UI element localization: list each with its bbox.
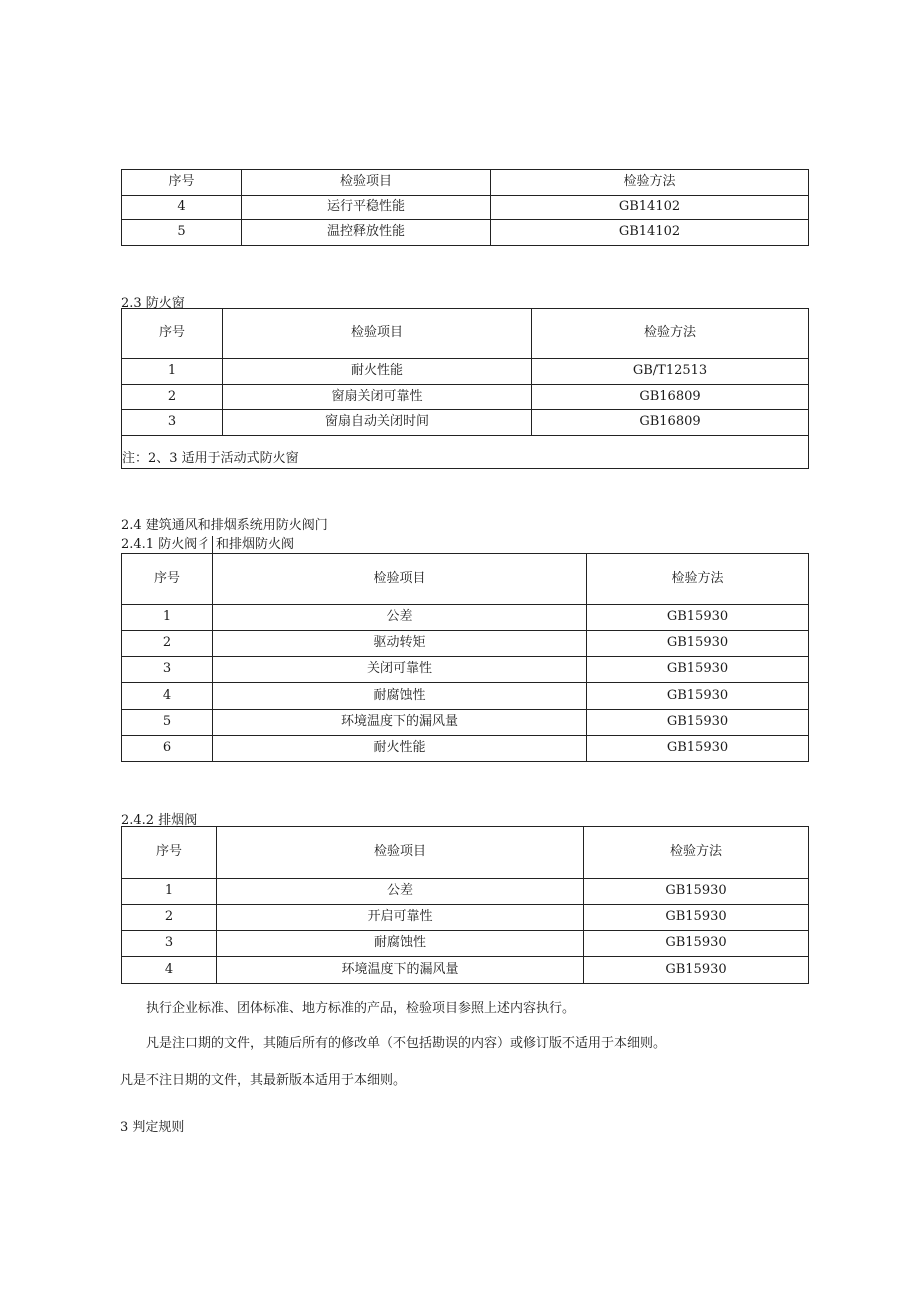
paragraph-dated-references: 凡是注口期的文件，其随后所有的修改单（不包括勘误的内容）或修订版不适用于本细则。 [146, 1036, 667, 1051]
table-row [122, 879, 809, 905]
header-index: 序号 [122, 170, 242, 196]
row-index: 4 [122, 683, 213, 710]
row-method: GB16809 [532, 410, 809, 436]
sub-heading-divider [212, 536, 213, 553]
row-item: 公差 [213, 605, 587, 631]
table-header-row [122, 309, 809, 359]
table-row [122, 410, 809, 436]
row-item: 耐火性能 [223, 359, 532, 385]
header-item: 检验项目 [217, 827, 584, 879]
row-index: 2 [122, 631, 213, 657]
header-method: 检验方法 [491, 170, 809, 196]
sub-heading-2-4-1-left: 2.4.1 防火阀彳 [121, 537, 211, 552]
table-header-row [122, 170, 809, 196]
row-item: 窗扇自动关闭时间 [223, 410, 532, 436]
row-method: GB15930 [587, 736, 809, 762]
row-item: 运行平稳性能 [242, 196, 491, 220]
row-method: GB15930 [584, 879, 809, 905]
table-smoke-valve [121, 826, 809, 984]
row-method: GB15930 [587, 657, 809, 683]
table-row [122, 905, 809, 931]
row-method: GB15930 [587, 631, 809, 657]
header-index: 序号 [122, 309, 223, 359]
header-method: 检验方法 [587, 554, 809, 605]
row-method: GB15930 [584, 905, 809, 931]
table-row [122, 359, 809, 385]
table-row [122, 196, 809, 220]
header-method: 检验方法 [584, 827, 809, 879]
row-index: 3 [122, 410, 223, 436]
row-item: 开启可靠性 [217, 905, 584, 931]
row-index: 1 [122, 359, 223, 385]
table-note: 注：2、3 适用于活动式防火窗 [122, 436, 809, 469]
header-item: 检验项目 [213, 554, 587, 605]
row-item: 耐火性能 [213, 736, 587, 762]
sub-heading-2-4-1-right: 和排烟防火阀 [216, 537, 295, 552]
row-item: 窗扇关闭可靠性 [223, 385, 532, 410]
table-row [122, 385, 809, 410]
row-index: 3 [122, 657, 213, 683]
table-row [122, 957, 809, 984]
row-item: 环境温度下的漏风量 [213, 710, 587, 736]
row-index: 1 [122, 605, 213, 631]
row-index: 4 [122, 957, 217, 984]
row-item: 关闭可靠性 [213, 657, 587, 683]
paragraph-undated-references: 凡是不注日期的文件，其最新版本适用于本细则。 [120, 1073, 407, 1088]
row-item: 耐腐蚀性 [213, 683, 587, 710]
row-item: 温控释放性能 [242, 220, 491, 246]
row-method: GB15930 [587, 605, 809, 631]
row-method: GB15930 [587, 683, 809, 710]
row-method: GB14102 [491, 220, 809, 246]
table-note-row [122, 436, 809, 469]
table-row [122, 710, 809, 736]
row-item: 耐腐蚀性 [217, 931, 584, 957]
row-index: 5 [122, 220, 242, 246]
row-item: 驱动转矩 [213, 631, 587, 657]
table-fire-damper [121, 553, 809, 762]
row-method: GB15930 [584, 931, 809, 957]
row-index: 4 [122, 196, 242, 220]
header-method: 检验方法 [532, 309, 809, 359]
header-index: 序号 [122, 827, 217, 879]
section-heading-2-3: 2.3 防火窗 [121, 296, 185, 311]
table-row [122, 220, 809, 246]
table-row [122, 736, 809, 762]
table-row [122, 657, 809, 683]
table-header-row [122, 827, 809, 879]
table-row [122, 931, 809, 957]
header-item: 检验项目 [242, 170, 491, 196]
row-index: 2 [122, 905, 217, 931]
row-item: 公差 [217, 879, 584, 905]
row-method: GB16809 [532, 385, 809, 410]
table-row [122, 605, 809, 631]
table-fire-window [121, 308, 809, 469]
row-index: 6 [122, 736, 213, 762]
table-header-row [122, 554, 809, 605]
row-method: GB15930 [584, 957, 809, 984]
row-index: 3 [122, 931, 217, 957]
section-heading-2-4-2: 2.4.2 排烟阀 [121, 813, 198, 828]
row-method: GB14102 [491, 196, 809, 220]
table-continuation [121, 169, 809, 246]
row-item: 环境温度下的漏风量 [217, 957, 584, 984]
table-row [122, 631, 809, 657]
table-row [122, 683, 809, 710]
section-heading-2-4: 2.4 建筑通风和排烟系统用防火阀门 [121, 518, 328, 533]
row-index: 1 [122, 879, 217, 905]
row-index: 2 [122, 385, 223, 410]
row-method: GB15930 [587, 710, 809, 736]
row-index: 5 [122, 710, 213, 736]
paragraph-enterprise-standards: 执行企业标准、团体标准、地方标准的产品，检验项目参照上述内容执行。 [146, 1001, 576, 1016]
row-method: GB/T12513 [532, 359, 809, 385]
header-item: 检验项目 [223, 309, 532, 359]
section-heading-3: 3 判定规则 [120, 1120, 185, 1135]
header-index: 序号 [122, 554, 213, 605]
